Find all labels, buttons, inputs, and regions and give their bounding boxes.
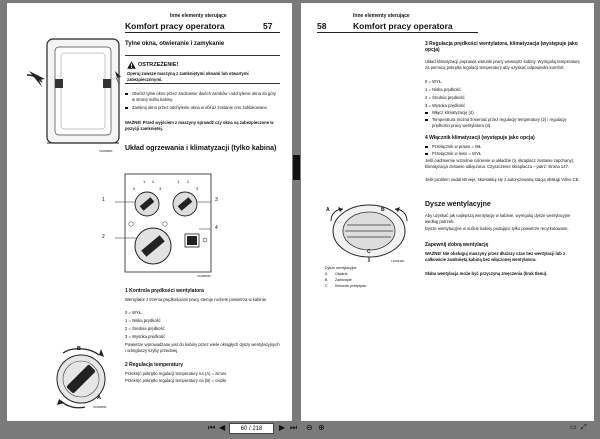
warning-box <box>125 55 280 84</box>
vent-caption-c-text: Kierunek przepływu <box>335 284 367 288</box>
switch-bullet-off: Przełącznik w lewo = WYŁ <box>425 151 583 157</box>
temp-line-warm: Przekręć pokrętło regulacji temperatury na (B) = ciepło <box>125 378 227 383</box>
next-page-button[interactable]: ▶ <box>279 423 286 432</box>
window-important <box>125 120 280 131</box>
important-label: WAŻNE! <box>125 120 142 125</box>
page-number: 58 <box>317 21 327 31</box>
zoom-out-icon[interactable]: ⊖ <box>306 423 313 432</box>
vent-caption-b-text: Zamknięte <box>335 278 352 282</box>
heating-heading: Układ ogrzewania i klimatyzacji (tylko kabina) <box>125 145 277 152</box>
warning-text: Operuj zawsze maszyną z zamkniętymi oknami lub otwartymi zabezpieczonymi. <box>127 71 249 82</box>
dial-mark-r3: 3 <box>196 186 199 191</box>
image-code: V1009961 <box>99 149 113 153</box>
callout-2: 2 <box>102 234 105 240</box>
reg-speed-0: 0 = WYŁ. <box>425 79 443 84</box>
window-bullet-close: Zamknij okno przez odchylenie okna w dół aż zostanie ono zablokowane. <box>125 105 280 111</box>
switch-note-service: Jeśli problem nadal istnieje, skontaktuj się z autoryzowaną stacją obsługi Volvo CE. <box>425 177 580 182</box>
vent-caption-c-key: C <box>325 284 328 288</box>
dial-mark-2: 2 <box>152 179 155 184</box>
reg-speed-3: 3 = Wysoka prędkość <box>425 103 466 108</box>
important-text: Nie obsługuj maszyny przez dłuższy czas bez wentylacji lub z całkowicie zamkniętą kabiną bez włączonej wentylatora. <box>425 251 566 262</box>
reg-intro: Układ klimatyzacji poprawia warunki pracy wewnątrz kabiny. Wyreguluj temperaturę za pomocą pokrętła regulacji temperatury aby uzyskać odpowiedni komfort. <box>425 59 580 70</box>
climate-control-panel <box>107 166 217 284</box>
vent-caption-b-key: B <box>325 278 328 282</box>
switch-bullet-on: Przełącznik w prawo = WŁ <box>425 144 583 150</box>
vent-heading: Dysze wentylacyjne <box>425 201 491 208</box>
fullscreen-icon[interactable]: ⤢ <box>581 424 587 431</box>
good-vent-important <box>425 251 583 262</box>
page-title: Komfort pracy operatora <box>353 21 453 31</box>
temp-heading: 2 Regulacja temperatury <box>125 362 184 368</box>
fan-note: Powietrze wprowadzane jest do kabiny przez wiele okrągłych dyszy wentylacyjnych i odmglaczy szyby przedniej. <box>125 342 280 353</box>
good-vent-heading: Zapewnij dobrą wentylację <box>425 242 489 248</box>
callout-3: 3 <box>215 197 218 203</box>
dial-mark-r1: 1 <box>177 179 180 184</box>
important-text: Przed wyjściem z maszyny sprawdź czy okna są zabezpieczone w pozycji zamkniętej. <box>125 120 274 131</box>
fan-speed-2: 2 = Średnia prędkość <box>125 326 165 331</box>
first-page-button[interactable]: ⏮ <box>208 423 216 432</box>
reg-bullet-temp: Temperatura można zmieniać przez regulację temperatury (2) i regulację prędkości pracy wentylatora (3). <box>425 117 583 128</box>
zoom-in-icon[interactable]: ⊕ <box>318 423 325 432</box>
page-title: Komfort pracy operatora <box>125 21 225 31</box>
page-number: 57 <box>263 21 273 31</box>
fit-page-icon[interactable]: ▭ <box>570 424 577 431</box>
dial-mark-0: 0 <box>133 186 136 191</box>
temp-line-cold: Przekręć pokrętło regulacji temperatury na (A) = zimno <box>125 371 227 376</box>
fan-heading: 1 Kontrola prędkości wentylatora <box>125 288 204 294</box>
reg-bullet-ac: Włącz klimatyzację (4). <box>425 110 583 116</box>
window-bullet-open: Otwórz tylne okno przez zwolnienie dwóch zamków i odchylenie okna do góry w stronę sufitu kabiny. <box>125 91 280 102</box>
page-indicator[interactable]: 60 / 218 <box>229 423 274 434</box>
fan-speed-3: 3 = Wysoka prędkość <box>125 334 166 339</box>
knob-label-b: B <box>77 346 81 352</box>
vent-label-a: A <box>326 207 330 213</box>
header-rule <box>125 32 280 33</box>
vent-text-roof: Dysze wentylacyjne w suficie kabiny podające tylko powietrze recyrkulowane. <box>425 226 569 231</box>
dial-mark-1: 1 <box>143 179 146 184</box>
vent-label-c: C <box>367 249 371 255</box>
dial-mark-r2: 2 <box>187 179 190 184</box>
section-label: Inne elementy sterujące <box>353 13 410 19</box>
document-page-57 <box>7 3 292 421</box>
vent-caption-a-key: A <box>325 272 328 276</box>
reg-speed-2: 2 = Średnia prędkość <box>425 95 465 100</box>
switch-note-pressure: Jeśli nadmiernie wzrośnie ciśnienie w układzie (tj. skraplacz zostanie zapchany), klimatyzacja zostanie odłączona. Czyszczenie skraplacza – patrz: strona 147. <box>425 158 575 169</box>
viewer-toolbar <box>0 421 600 439</box>
fan-speed-0: 0 = WYŁ. <box>125 310 143 315</box>
header-rule <box>317 32 478 33</box>
callout-4: 4 <box>215 225 218 231</box>
previous-page-button[interactable]: ◀ <box>219 423 226 432</box>
section-label: Inne elementy sterujące <box>170 13 227 19</box>
fan-intro: Wentylator z trzema prędkościami pracy steruje ruchem powietrza w kabinie. <box>125 297 268 302</box>
section-tab-marker <box>293 155 300 180</box>
fan-speed-1: 1 = Niska prędkość <box>125 318 161 323</box>
image-code: L1009150 <box>391 259 405 263</box>
reg-heading: 3 Regulacja prędkości wentylatora, klimatyzacja (występuje jako opcja) <box>425 41 578 53</box>
image-code: V1085059 <box>197 274 211 278</box>
vent-label-b: B <box>381 207 385 213</box>
reg-speed-1: 1 = Niska prędkość <box>425 87 461 92</box>
important-label: WAŻNE! <box>425 251 442 256</box>
vent-text-adjust: Aby uzyskać jak najlepszą wentylację w kabinie, wyreguluj dysze wentylacyjne według potrzeb. <box>425 213 571 224</box>
image-code: V1009051 <box>93 405 107 409</box>
warning-label: OSTRZEŻENIE! <box>138 62 179 68</box>
dial-mark-3: 3 <box>159 186 162 191</box>
switch-heading: 4 Włącznik klimatyzacji (występuje jako opcja) <box>425 135 535 141</box>
vent-caption-title: Dysze wentylacyjne <box>325 266 357 270</box>
callout-1: 1 <box>102 197 105 203</box>
vent-caption-a-text: Otwarte <box>335 272 348 276</box>
good-vent-weak: Słaba wentylacja może być przyczyną zmęczenia (brak tlenu). <box>425 271 548 276</box>
warning-triangle-icon <box>127 61 136 69</box>
window-heading: Tylne okna, otwieranie i zamykanie <box>125 41 225 47</box>
rear-window-illustration <box>25 35 123 153</box>
document-page-58 <box>301 3 594 421</box>
knob-label-a: A <box>97 395 101 401</box>
last-page-button[interactable]: ⏭ <box>290 423 298 432</box>
